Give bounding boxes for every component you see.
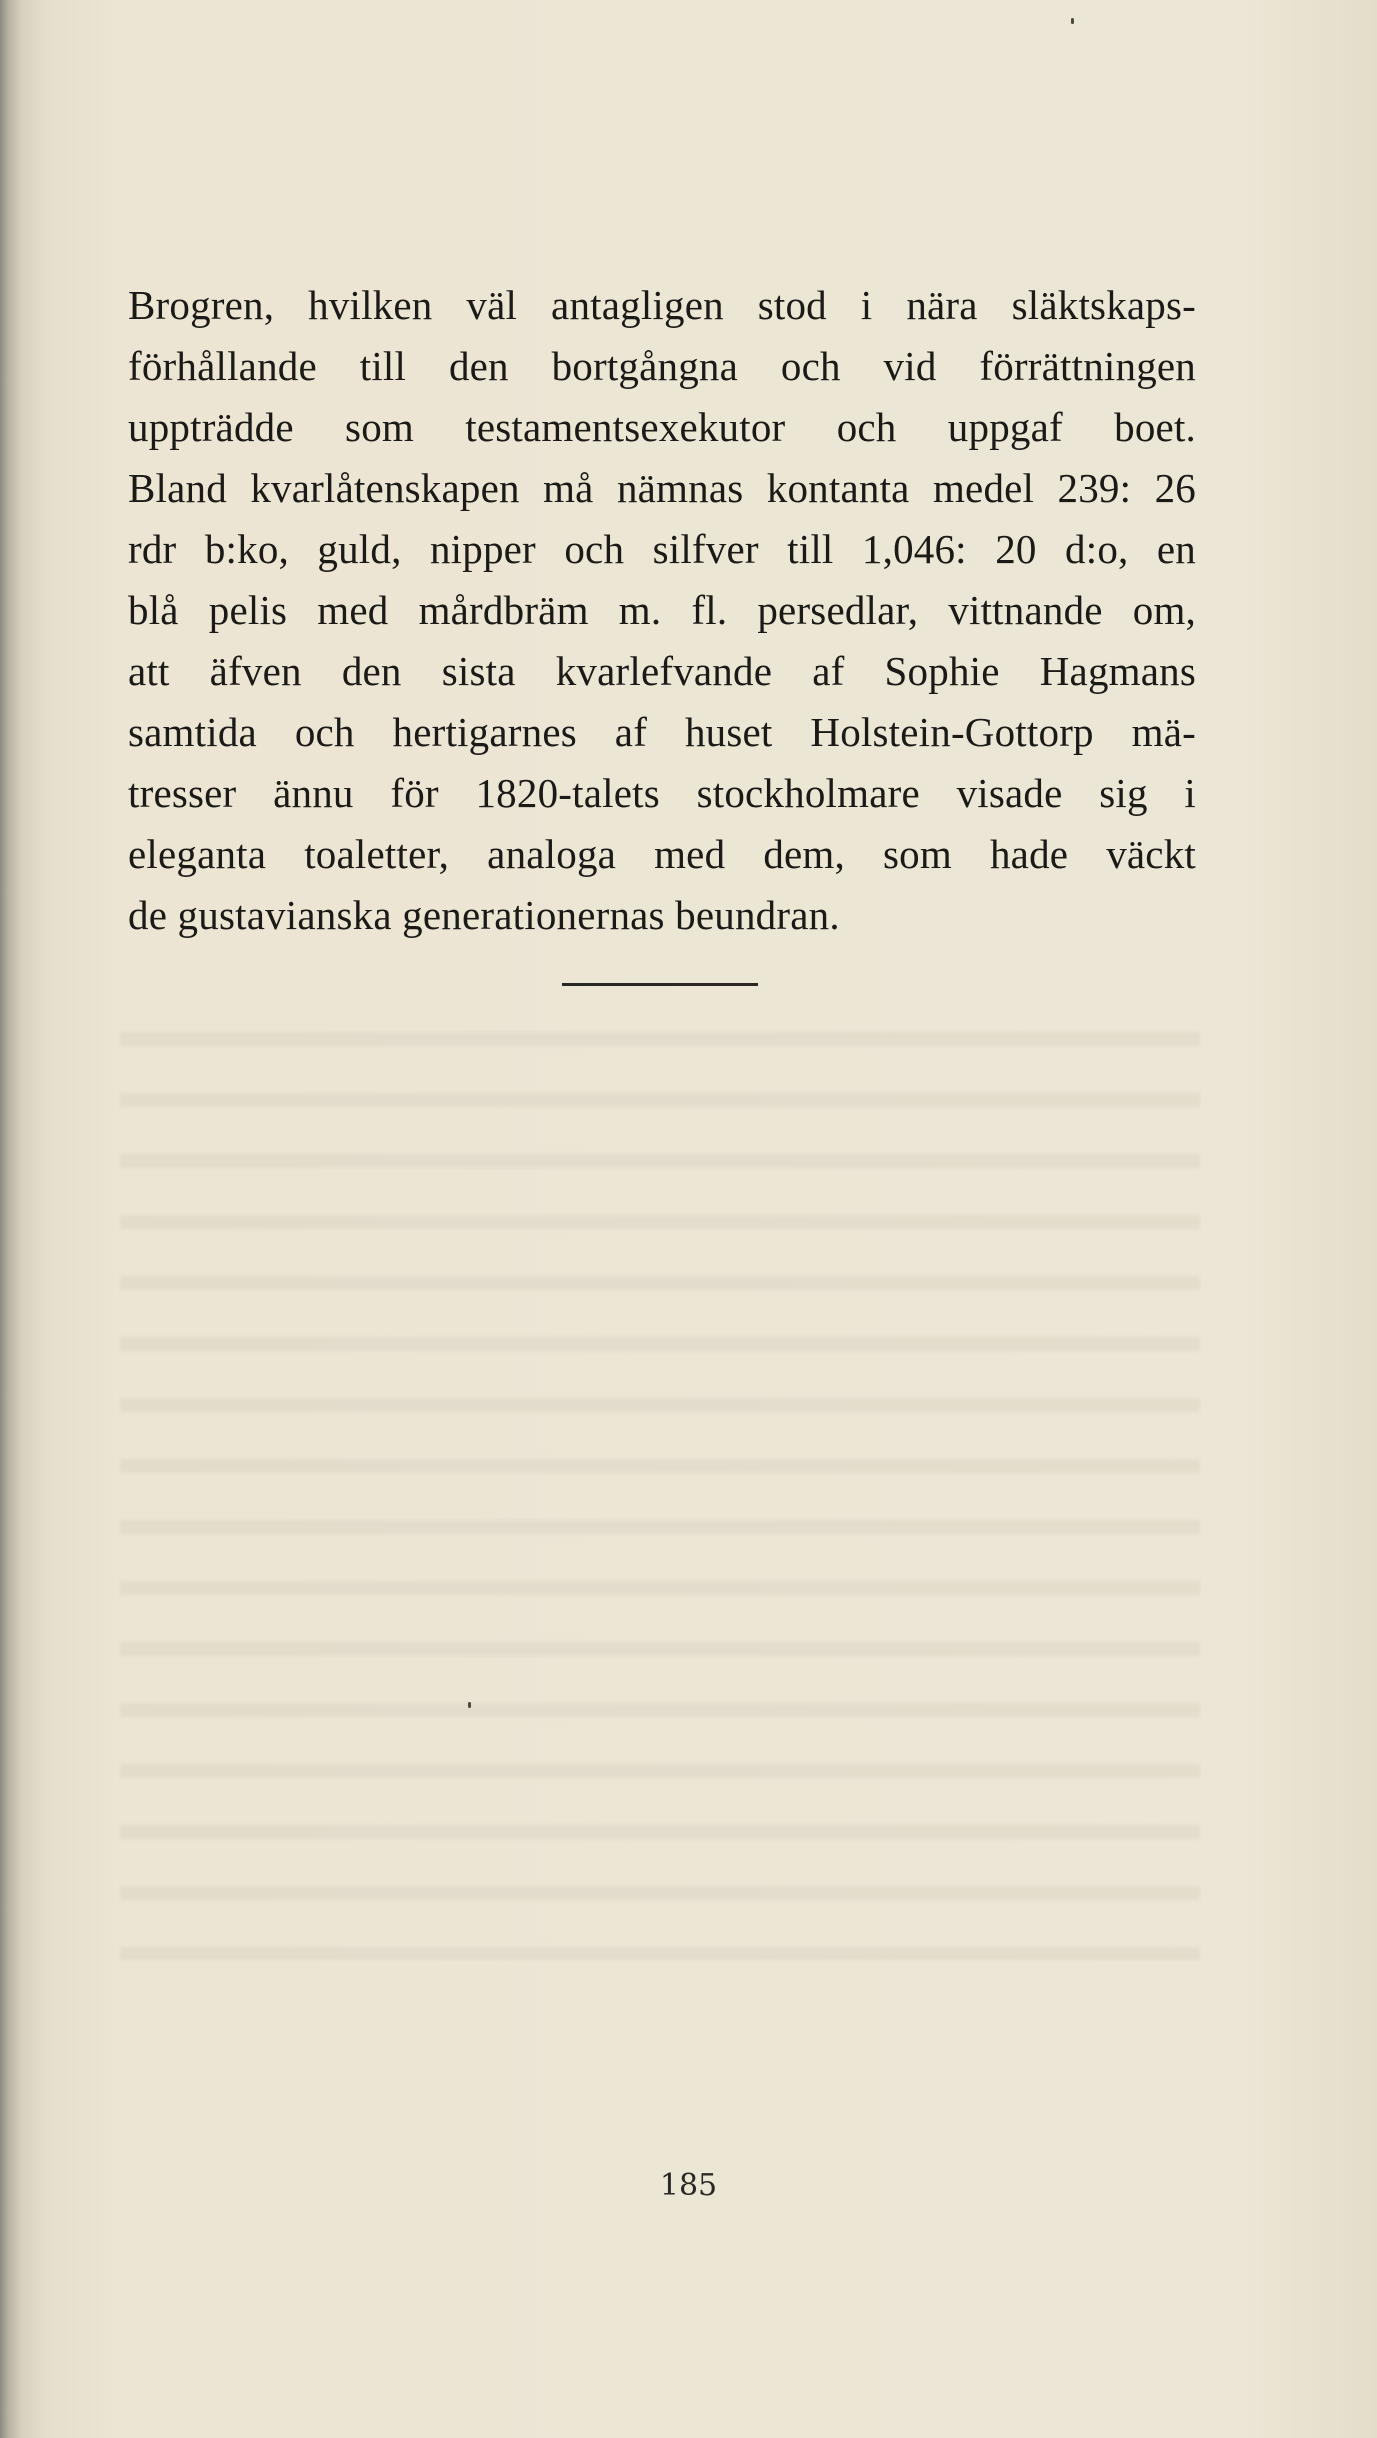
bleed-through-shadow	[120, 1000, 1200, 1960]
text-line: blå pelis med mårdbräm m. fl. persedlar, vittnande om,	[128, 587, 1196, 633]
text-line: rdr b:ko, guld, nipper och silfver till 1,046: 20 d:o, en	[128, 526, 1196, 572]
text-line: förhållande till den bortgångna och vid förrättningen	[128, 343, 1196, 389]
body-paragraph	[128, 275, 1196, 946]
text-line: de gustavianska generationernas beundran.	[128, 892, 840, 938]
text-line: Bland kvarlåtenskapen må nämnas kontanta medel 239: 26	[128, 465, 1196, 511]
text-line: samtida och hertigarnes af huset Holstein-Gottorp mä-	[128, 709, 1196, 755]
text-line: tresser ännu för 1820-talets stockholmare visade sig i	[128, 770, 1196, 816]
ink-speck	[468, 1702, 471, 1708]
text-line: eleganta toaletter, analoga med dem, som hade väckt	[128, 831, 1196, 877]
text-line: att äfven den sista kvarlefvande af Sophie Hagmans	[128, 648, 1196, 694]
ink-speck	[1071, 18, 1074, 24]
text-line: uppträdde som testamentsexekutor och uppgaf boet.	[128, 404, 1196, 450]
page-number: 185	[659, 2168, 718, 2203]
text-line: Brogren, hvilken väl antagligen stod i nära släktskaps-	[128, 282, 1196, 328]
section-divider	[562, 983, 758, 986]
